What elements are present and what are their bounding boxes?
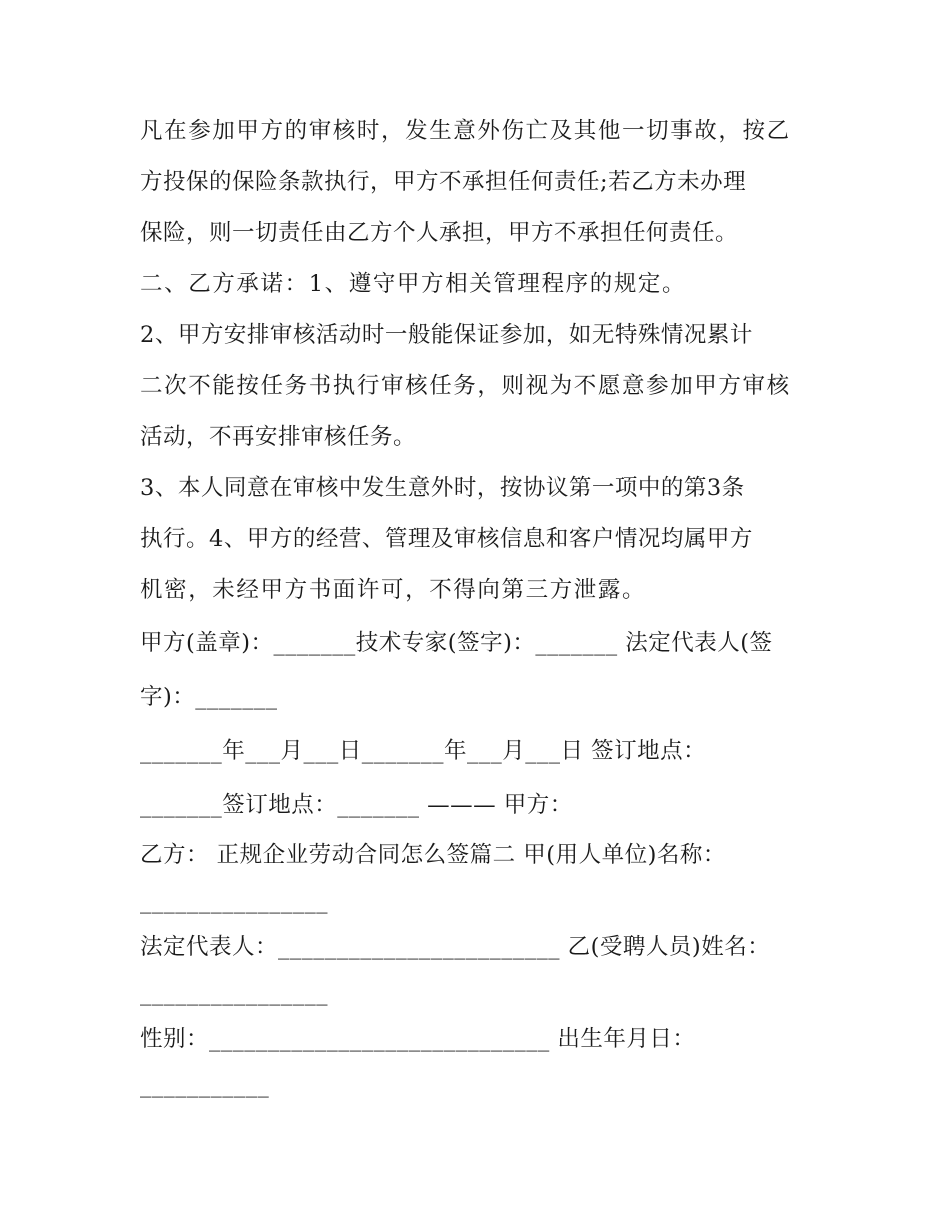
- clause-2-line-3: 活动，不再安排审核任务。: [140, 424, 417, 450]
- clause-4-line-1: 执行。4、甲方的经营、管理及审核信息和客户情况均属甲方: [140, 526, 753, 552]
- birth-date-blank: ___________: [140, 1072, 270, 1098]
- paragraph-line-3: 保险，则一切责任由乙方个人承担，甲方不承担任何责任。: [140, 220, 739, 246]
- contract-title-line: 乙方： 正规企业劳动合同怎么签篇二 甲(用人单位)名称：: [140, 842, 726, 868]
- employee-name-blank: ________________: [140, 980, 328, 1006]
- paragraph-line-1: 凡在参加甲方的审核时，发生意外伤亡及其他一切事故，按乙: [140, 118, 791, 144]
- legal-rep-line: 法定代表人：________________________ 乙(受聘人员)姓名：: [140, 934, 771, 960]
- party-b-commitment-heading: 二、乙方承诺：1、遵守甲方相关管理程序的规定。: [140, 271, 687, 297]
- signature-line-1: 甲方(盖章)：_______技术专家(签字)：_______ 法定代表人(签: [140, 630, 773, 656]
- signing-place-line: _______签订地点：_______ ——— 甲方：: [140, 792, 573, 818]
- gender-birth-line: 性别：_____________________________ 出生年月日：: [140, 1026, 696, 1052]
- document-body: [140, 106, 820, 1108]
- clause-2-line-1: 2、甲方安排审核活动时一般能保证参加，如无特殊情况累计: [140, 322, 753, 348]
- date-line: _______年___月___日_______年___月___日 签订地点：: [140, 738, 707, 764]
- clause-3-line-1: 3、本人同意在审核中发生意外时，按协议第一项中的第3条: [140, 475, 745, 501]
- clause-2-line-2: 二次不能按任务书执行审核任务，则视为不愿意参加甲方审核: [140, 373, 791, 399]
- paragraph-line-2: 方投保的保险条款执行，甲方不承担任何责任;若乙方未办理: [140, 169, 747, 195]
- employer-name-blank: ________________: [140, 888, 328, 914]
- signature-line-2: 字)：_______: [140, 684, 278, 710]
- clause-4-line-2: 机密，未经甲方书面许可，不得向第三方泄露。: [140, 577, 647, 603]
